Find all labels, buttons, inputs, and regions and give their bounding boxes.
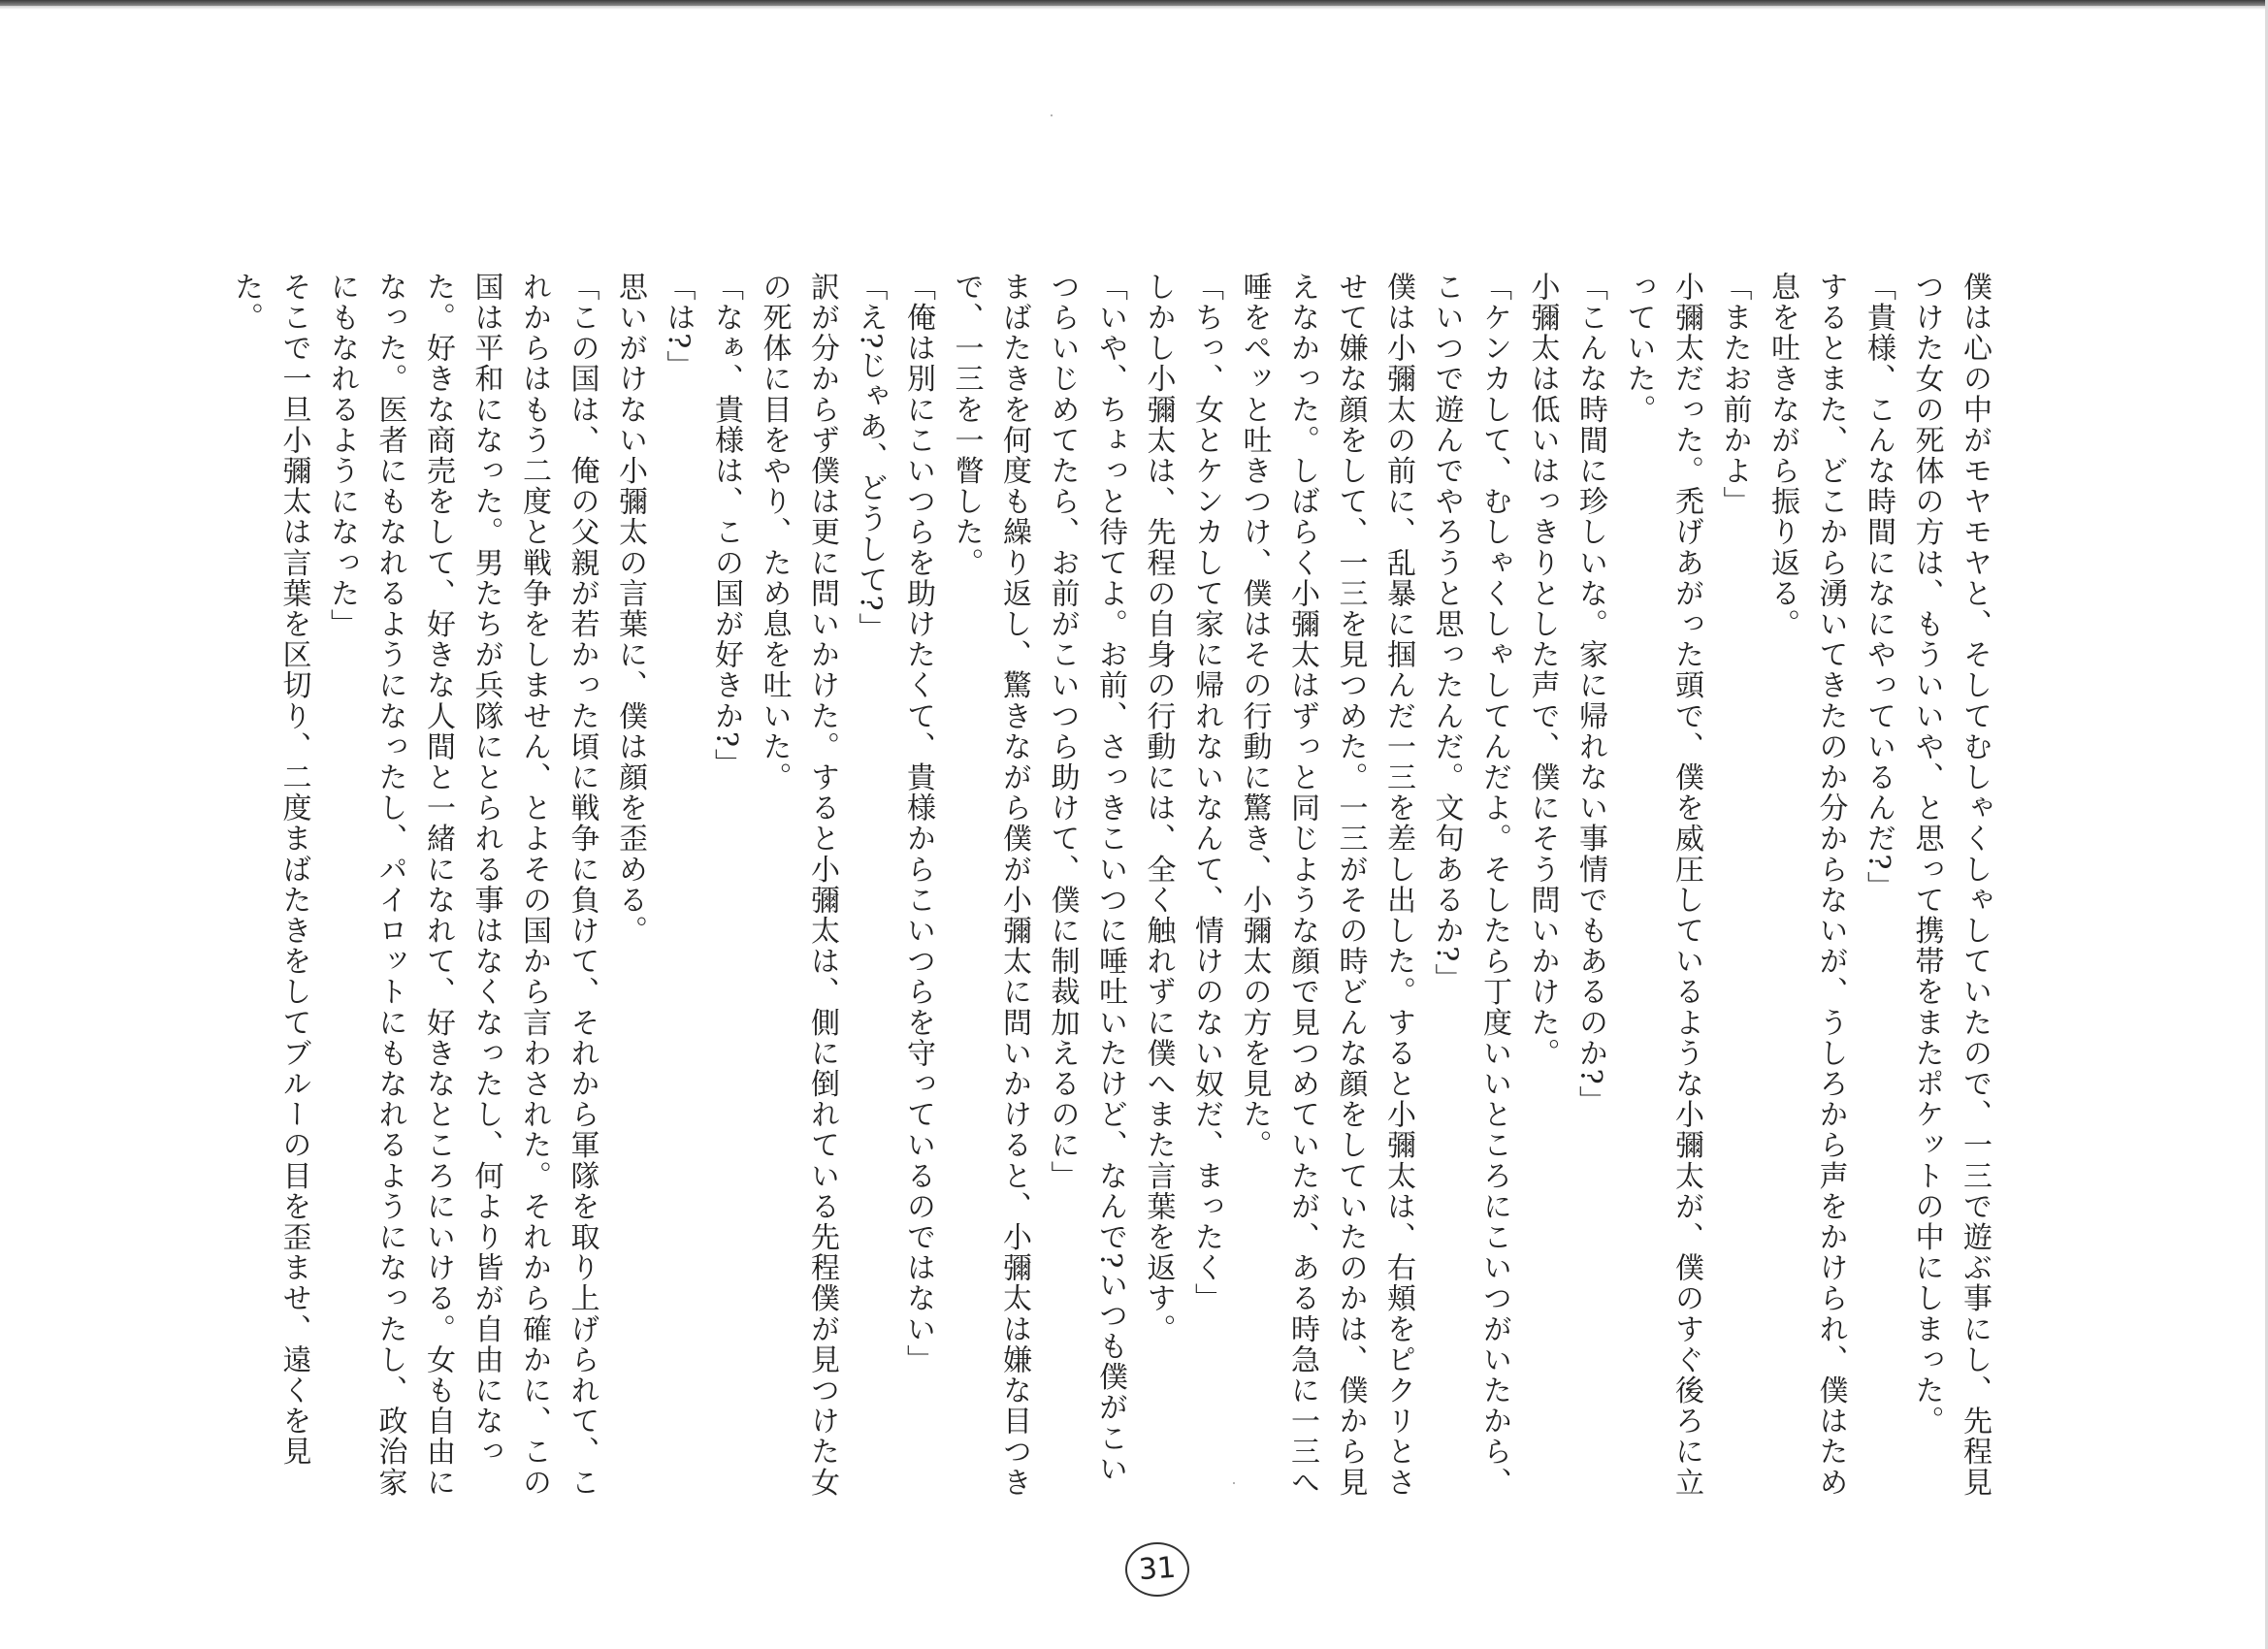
dialogue-line: 「俺は別にこいつらを助けたくて、貴様からこいつらを守っているのではない」 (901, 272, 935, 1375)
scan-top-shadow (0, 6, 2268, 10)
paragraph: 僕は小彌太の前に、乱暴に掴んだ一三を差し出した。すると小彌太は、右頬をピクリとさせて嫌な顔をして、一三を見つめた。一三がその時どんな顔をしていたのかは、僕から見えなかった。しばらく小彌太はずっと同じような顔で見つめていたが、ある時急に一三へ唾をペッと吐きつけ、僕はその行動に驚き、小彌太の方を見た。 (1237, 272, 1415, 1498)
paragraph: 僕は心の中がモヤモヤと、そしてむしゃくしゃしていたので、一三で遊ぶ事にし、先程見つけた女の死体の方は、もういいや、と思って携帯をまたポケットの中にしまった。 (1909, 272, 1992, 1498)
dialogue-line: 「は?」 (661, 272, 696, 381)
paragraph: 思いがけない小彌太の言葉に、僕は顔を歪める。 (613, 272, 647, 947)
paragraph: するとまた、どこから湧いてきたのか分からないが、うしろから声をかけられ、僕はため息を吐きながら振り返る。 (1766, 272, 1848, 1498)
dialogue-line: 「なぁ、貴様は、この国が好きか?」 (709, 272, 743, 780)
paragraph: 小彌太だった。禿げあがった頭で、僕を威圧しているような小彌太が、僕のすぐ後ろに立っていた。 (1621, 272, 1703, 1498)
paragraph: そこで一旦小彌太は言葉を区切り、二度まばたきをしてブルーの目を歪ませ、遠くを見た。 (229, 272, 311, 1468)
paragraph: しかし小彌太は、先程の自身の行動には、全く触れずに僕へまた言葉を返す。 (1141, 272, 1176, 1344)
dialogue-line: 「え?じゃあ、どうして?」 (853, 272, 888, 643)
paragraph: まばたきを何度も繰り返し、驚きながら僕が小彌太に問いかけると、小彌太は嫌な目つきで、一三を一瞥した。 (949, 272, 1031, 1498)
dialogue-line: 「またお前かよ」 (1717, 272, 1752, 517)
scan-speck (1051, 114, 1053, 116)
dialogue-line: 「ちっ、女とケンカして家に帰れないなんて、情けのない奴だ、まったく」 (1189, 272, 1223, 1314)
dialogue-line: 「いや、ちょっと待てよ。お前、さっきこいつに唾吐いたけど、なんで?いつも僕がこいつらいじめてたら、お前がこいつら助けて、僕に制裁加えるのに」 (1045, 272, 1127, 1485)
vertical-text-body (229, 272, 1998, 1513)
dialogue-line: 「この国は、俺の父親が若かった頃に戦争に負けて、それから軍隊を取り上げられて、これからはもう二度と戦争をしません、とよその国から言わされた。それから確かに、この国は平和になった。男たちが兵隊にとられる事はなくなったし、何より皆が自由になった。好きな商売をして、好きな人間と一緒になれて、好きなところにいける。女も自由になった。医者にもなれるようになったし、パイロットにもなれるようになったし、政治家にもなれるようになった」 (325, 272, 599, 1498)
paragraph: 小彌太は低いはっきりとした声で、僕にそう問いかけた。 (1525, 272, 1560, 1069)
dialogue-line: 「ケンカして、むしゃくしゃしてんだよ。そしたら丁度いいところにこいつがいたから、こいつで遊んでやろうと思ったんだ。文句あるか?」 (1429, 272, 1511, 1498)
dialogue-line: 「貴様、こんな時間になにやっているんだ?」 (1862, 272, 1895, 902)
page-number-label: 31 (1137, 1550, 1178, 1588)
paragraph: 訳が分からず僕は更に問いかけた。すると小彌太は、側に倒れている先程僕が見つけた女の死体に目をやり、ため息を吐いた。 (757, 272, 839, 1498)
dialogue-line: 「こんな時間に珍しいな。家に帰れない事情でもあるのか?」 (1573, 272, 1607, 1116)
page-number (1125, 1542, 1189, 1597)
